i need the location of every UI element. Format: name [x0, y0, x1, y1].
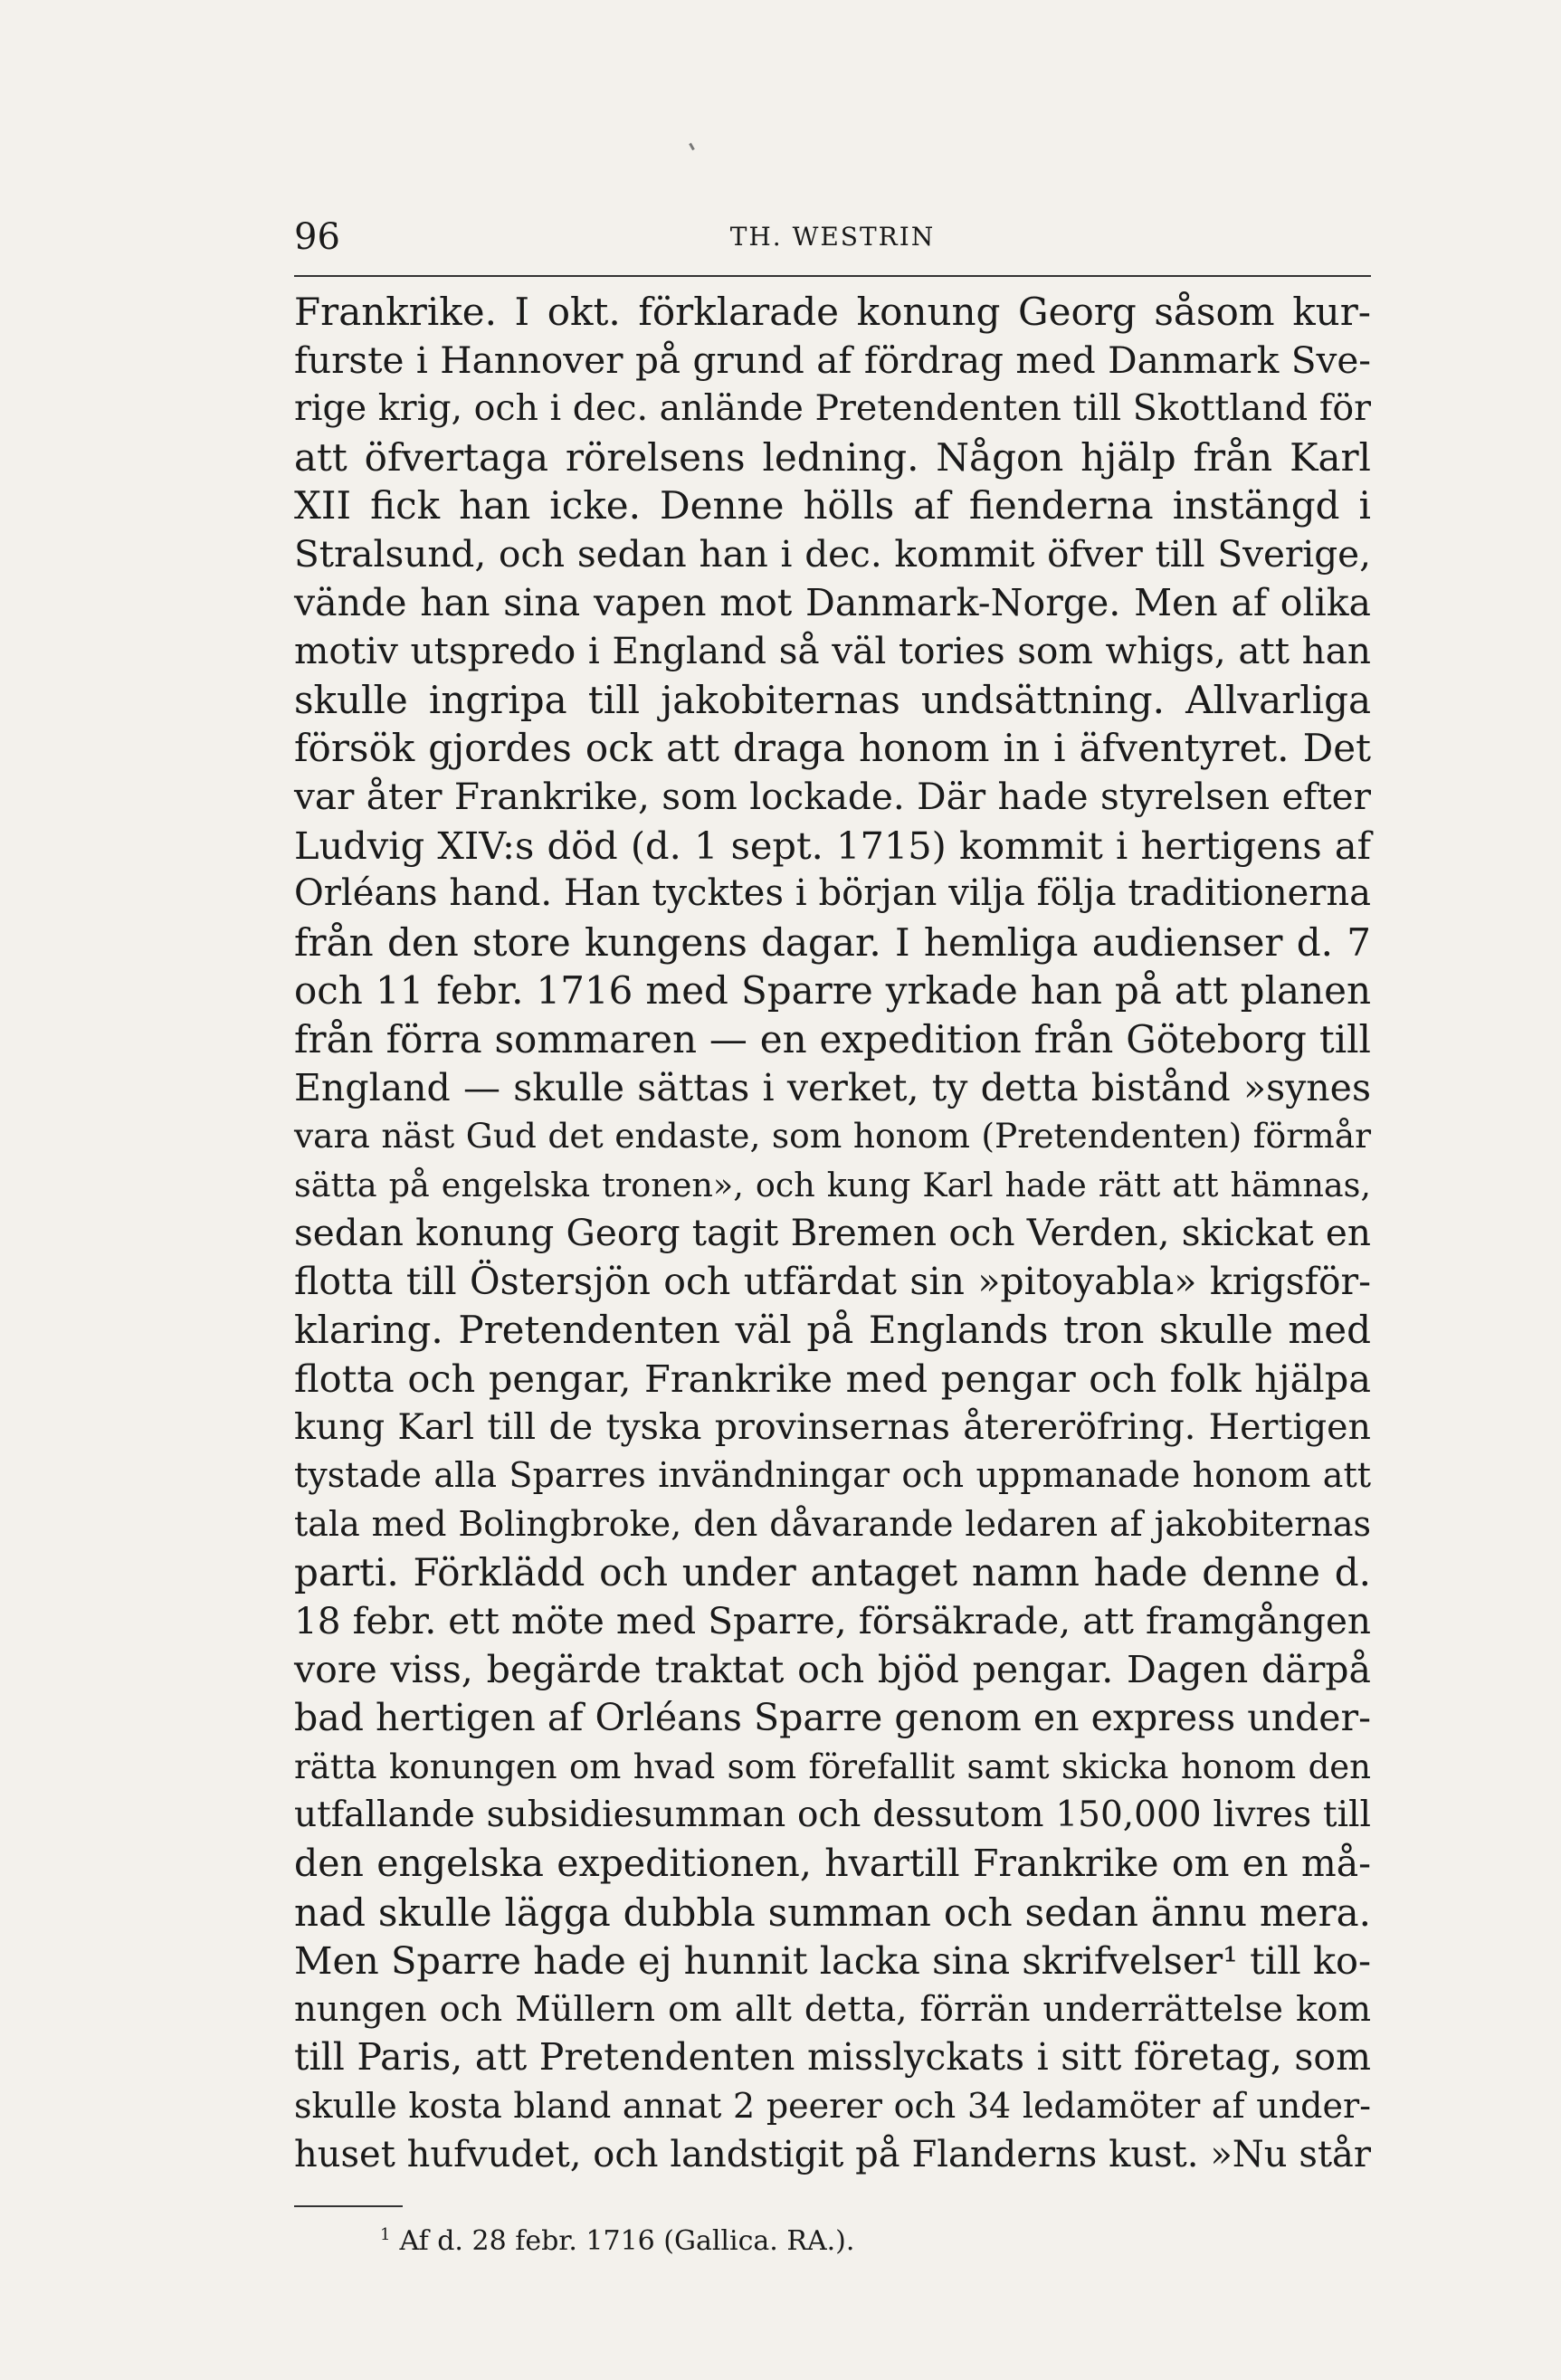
text-line: rige krig, och i dec. anlände Pretendenten till Skottland för — [294, 387, 1371, 430]
text-line: från den store kungens dagar. I hemliga audienser d. 7 — [294, 919, 1371, 965]
text-line: sedan konung Georg tagit Bremen och Verden, skickat en — [294, 1211, 1371, 1255]
text-line: flotta till Östersjön och utfärdat sin »pitoyabla» krigsför- — [294, 1259, 1371, 1303]
text-line: bad hertigen af Orléans Sparre genom en express under- — [294, 1696, 1371, 1740]
text-line: 18 febr. ett möte med Sparre, försäkrade, att framgången — [294, 1599, 1371, 1643]
footnote-rule — [294, 2205, 403, 2207]
text-line: tala med Bolingbroke, den dåvarande ledaren af jakobiternas — [294, 1503, 1371, 1544]
text-line: Stralsund, och sedan han i dec. kommit öfver till Sverige, — [294, 531, 1371, 576]
text-line: huset hufvudet, och landstigit på Flanderns kust. »Nu står — [294, 2133, 1371, 2175]
page-number: 96 — [294, 216, 340, 258]
text-line: nad skulle lägga dubbla summan och sedan ännu mera. — [294, 1890, 1371, 1935]
text-line: England — skulle sättas i verket, ty detta bistånd »synes — [294, 1065, 1371, 1109]
text-line: den engelska expeditionen, hvartill Frankrike om en må- — [294, 1842, 1371, 1885]
text-line: rätta konungen om hvad som förefallit samt skicka honom den — [294, 1747, 1371, 1786]
text-line: vara näst Gud det endaste, som honom (Pretendenten) förmår — [294, 1116, 1371, 1157]
footnote-marker: 1 — [380, 2225, 391, 2244]
text-line: vände han sina vapen mot Danmark-Norge. Men af olika — [294, 580, 1371, 624]
text-line: klaring. Pretendenten väl på Englands tron skulle med — [294, 1308, 1371, 1353]
text-line: försök gjordes ock att draga honom in i äfventyret. Det — [294, 726, 1371, 771]
footnote — [380, 2215, 854, 2261]
footnote-text: Af d. 28 febr. 1716 (Gallica. RA.). — [399, 2225, 855, 2257]
text-line: Orléans hand. Han tycktes i början vilja följa traditionerna — [294, 872, 1371, 915]
text-line: från förra sommaren — en expedition från Göteborg till — [294, 1016, 1371, 1061]
text-line: XII fick han icke. Denne hölls af fienderna instängd i — [294, 483, 1371, 528]
running-head: TH. WESTRIN — [729, 222, 936, 252]
text-line: furste i Hannover på grund af fördrag med Danmark Sve- — [294, 338, 1371, 382]
text-line: till Paris, att Pretendenten misslyckats i sitt företag, som — [294, 2035, 1371, 2080]
text-line: Men Sparre hade ej hunnit lacka sina skrifvelser¹ till ko- — [294, 1938, 1371, 1984]
text-line: skulle kosta bland annat 2 peerer och 34 ledamöter af under- — [294, 2085, 1371, 2126]
text-line: vore viss, begärde traktat och bjöd pengar. Dagen därpå — [294, 1647, 1371, 1691]
header-rule — [294, 275, 1371, 277]
text-line: motiv utspredo i England så väl tories som whigs, att han — [294, 629, 1371, 673]
text-line: utfallande subsidiesumman och dessutom 150,000 livres till — [294, 1795, 1371, 1836]
text-line: sätta på engelska tronen», och kung Karl hade rätt att hämnas, — [294, 1165, 1371, 1204]
body-text — [294, 288, 1371, 2179]
text-line: nungen och Müllern om allt detta, förrän underrättelse kom — [294, 1988, 1371, 2030]
text-line: och 11 febr. 1716 med Sparre yrkade han på att planen — [294, 968, 1371, 1014]
text-line: skulle ingripa till jakobiternas undsättning. Allvarliga — [294, 677, 1371, 722]
page-header — [294, 210, 1371, 264]
text-line: parti. Förklädd och under antaget namn hade denne d. — [294, 1550, 1371, 1595]
text-line: tystade alla Sparres invändningar och uppmanade honom att — [294, 1455, 1371, 1496]
text-line: flotta och pengar, Frankrike med pengar och folk hjälpa — [294, 1357, 1371, 1402]
text-line: var åter Frankrike, som lockade. Där hade styrelsen efter — [294, 774, 1371, 818]
text-line: Ludvig XIV:s död (d. 1 sept. 1715) kommit i hertigens af — [294, 823, 1371, 868]
text-line: att öfvertaga rörelsens ledning. Någon hjälp från Karl — [294, 434, 1371, 480]
text-line: Frankrike. I okt. förklarade konung Georg såsom kur- — [294, 290, 1371, 334]
text-line: kung Karl till de tyska provinsernas återeröfring. Hertigen — [294, 1405, 1371, 1448]
print-speck — [689, 143, 695, 150]
